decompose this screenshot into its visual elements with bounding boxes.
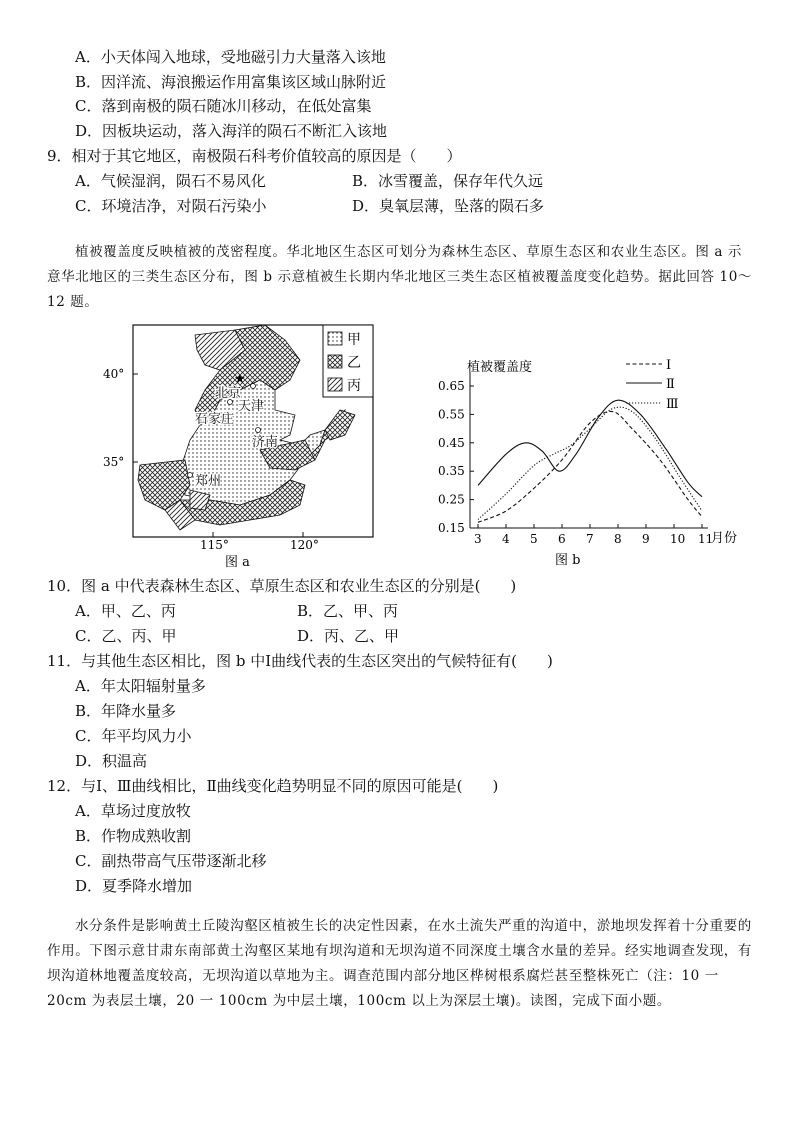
figure-a-map <box>100 320 380 570</box>
series-line-i <box>478 411 702 522</box>
x-tick-label: 4 <box>502 532 510 546</box>
q11-stem: 11．与其他生态区相比，图 b 中Ⅰ曲线代表的生态区突出的气候特征有( ) <box>47 652 553 670</box>
lon-label-115: 115° <box>200 538 229 552</box>
legend-label-jia: 甲 <box>347 332 361 348</box>
city-jinan: 济南 <box>252 435 279 450</box>
q12-option-a: A．草场过度放牧 <box>75 802 191 820</box>
jinan-dot-icon <box>256 428 261 433</box>
city-tianjin: 天津 <box>238 399 265 414</box>
q12-option-d: D．夏季降水增加 <box>75 877 193 895</box>
x-tick-label: 9 <box>642 532 650 546</box>
legend-label-3: Ⅲ <box>666 397 679 412</box>
tianjin-dot-icon <box>251 384 256 389</box>
q9-option-a: A．气候湿润，陨石不易风化 <box>75 172 266 190</box>
series-line-iii <box>478 407 702 519</box>
q10-option-c: C．乙、丙、甲 <box>75 627 177 645</box>
x-tick-label: 3 <box>474 532 482 546</box>
map-legend <box>323 325 373 397</box>
q10-stem: 10．图 a 中代表森林生态区、草原生态区和农业生态区的分别是( ) <box>47 577 517 595</box>
y-tick-label: 0.65 <box>438 379 465 393</box>
chart-ylabel: 植被覆盖度 <box>467 360 533 375</box>
legend-label-2: Ⅱ <box>666 377 675 392</box>
figure-b-chart <box>430 350 760 572</box>
q9-option-d: D．臭氧层薄，坠落的陨石多 <box>352 197 545 215</box>
q9-option-c: C．环境洁净，对陨石污染小 <box>75 197 267 215</box>
q11-option-b: B．年降水量多 <box>75 702 177 720</box>
y-tick-label: 0.25 <box>438 492 465 507</box>
q9-stem: 9．相对于其它地区，南极陨石科考价值较高的原因是（ ） <box>47 147 462 165</box>
x-tick-label: 6 <box>558 532 566 546</box>
city-zhengzhou: 郑州 <box>195 474 222 489</box>
passage-soil-moisture: 水分条件是影响黄土丘陵沟壑区植被生长的决定性因素，在水土流失严重的沟道中，淤地坝发挥着十分重要的作用。下图示意甘肃东南部黄土沟壑区某地有坝沟道和无坝沟道不同深度土壤含水量的差异。经实地调查发现，有坝沟道林地覆盖度较高，无坝沟道以草地为主。调查范围内部分地区桦树根系腐烂甚至整株死亡（注：10 一 20cm 为表层土壤，20 一 100cm 为中层土壤，100cm 以上为深层土壤)。读图，完成下面小题。 <box>47 918 752 1009</box>
lat-label-40: 40° <box>103 367 125 381</box>
q11-option-d: D．积温高 <box>75 752 148 770</box>
q10-option-b: B．乙、甲、丙 <box>297 602 399 620</box>
q8-option-d: D．因板块运动，落入海洋的陨石不断汇入该地 <box>75 122 388 140</box>
y-tick-label: 0.35 <box>438 464 465 479</box>
passage-vegetation: 植被覆盖度反映植被的茂密程度。华北地区生态区可划分为森林生态区、草原生态区和农业生态区。图 a 示意华北地区的三类生态区分布，图 b 示意植被生长期内华北地区三类生态区植被覆盖度变化趋势。据此回答 10～12 题。 <box>47 244 752 310</box>
figure-b-caption: 图 b <box>555 553 581 568</box>
q11-option-c: C．年平均风力小 <box>75 727 192 745</box>
q8-option-c: C．落到南极的陨石随冰川移动，在低处富集 <box>75 97 372 115</box>
y-tick-label: 0.15 <box>438 521 465 535</box>
x-tick-label: 10 <box>670 532 686 546</box>
city-beijing: 北京 <box>215 386 242 401</box>
y-tick-label: 0.45 <box>438 435 465 450</box>
q10-option-d: D．丙、乙、甲 <box>297 627 400 645</box>
y-tick-label: 0.55 <box>438 407 465 422</box>
q12-stem: 12．与Ⅰ、Ⅲ曲线相比，Ⅱ曲线变化趋势明显不同的原因可能是( ) <box>47 777 499 795</box>
q12-option-c: C．副热带高气压带逐渐北移 <box>75 852 267 870</box>
q11-option-a: A．年太阳辐射量多 <box>75 677 206 695</box>
series-line-ii <box>478 400 702 497</box>
figure-a-caption: 图 a <box>225 555 250 570</box>
legend-label-1: Ⅰ <box>666 358 672 373</box>
q9-option-b: B．冰雪覆盖，保存年代久远 <box>352 172 544 190</box>
legend-label-yi: 乙 <box>347 355 361 371</box>
x-tick-label: 8 <box>614 532 622 546</box>
legend-label-bing: 丙 <box>347 378 361 394</box>
chart-xlabel: 月份 <box>711 531 738 546</box>
city-shijiazhuang: 石家庄 <box>195 412 235 427</box>
lat-label-35: 35° <box>103 455 125 469</box>
q10-option-a: A．甲、乙、丙 <box>75 602 176 620</box>
lon-label-120: 120° <box>290 538 319 552</box>
x-tick-label: 5 <box>530 532 538 546</box>
q8-option-a: A．小天体闯入地球，受地磁引力大量落入该地 <box>75 48 386 66</box>
x-tick-label: 11 <box>698 532 714 546</box>
q8-option-b: B．因洋流、海浪搬运作用富集该区域山脉附近 <box>75 73 387 91</box>
zhengzhou-dot-icon <box>188 473 193 478</box>
x-tick-label: 7 <box>586 532 594 546</box>
q12-option-b: B．作物成熟收割 <box>75 827 192 845</box>
beijing-star-icon: ★ <box>234 372 246 387</box>
